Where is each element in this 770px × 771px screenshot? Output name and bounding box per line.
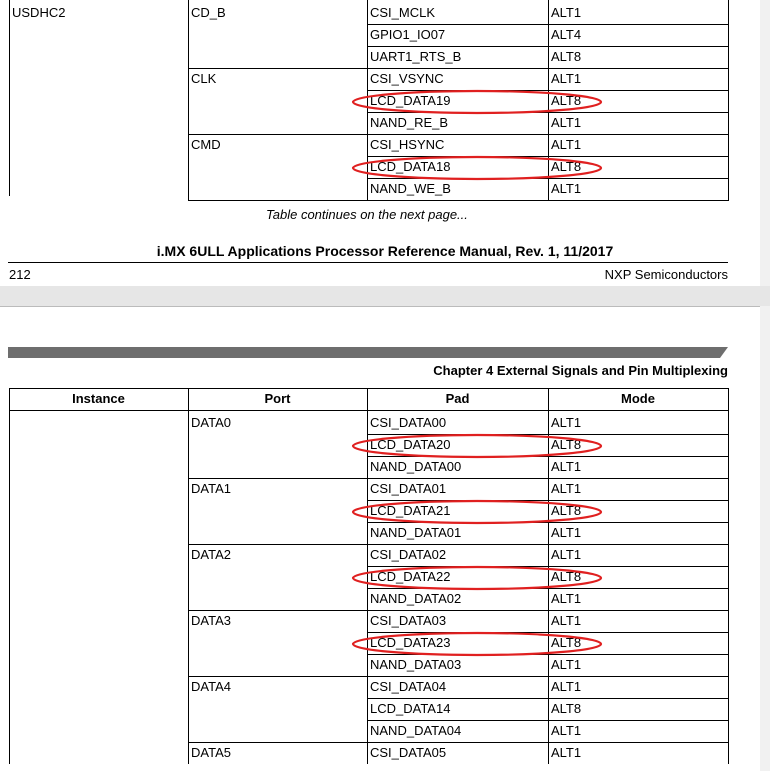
pad-cell: CSI_DATA04: [370, 679, 447, 694]
pad-cell: GPIO1_IO07: [370, 27, 446, 42]
mode-cell: ALT1: [551, 71, 582, 86]
company-name: NXP Semiconductors: [604, 267, 728, 282]
pad-cell: CSI_DATA03: [370, 613, 447, 628]
port-cell: CD_B: [191, 5, 226, 20]
port-cell: DATA4: [191, 679, 231, 694]
mode-cell: ALT1: [551, 415, 582, 430]
annotation-ellipse-page2-1: [353, 435, 601, 457]
pad-cell: CSI_DATA05: [370, 745, 447, 760]
mode-cell: ALT8: [551, 635, 582, 650]
pad-cell: LCD_DATA20: [370, 437, 451, 452]
mode-cell: ALT8: [551, 701, 582, 716]
pad-cell: LCD_DATA14: [370, 701, 451, 716]
mode-cell: ALT8: [551, 49, 582, 64]
pad-cell: CSI_DATA02: [370, 547, 447, 562]
pad-cell: NAND_DATA02: [370, 591, 462, 606]
pad-cell: NAND_WE_B: [370, 181, 451, 196]
pad-cell: UART1_RTS_B: [370, 49, 462, 64]
mode-cell: ALT1: [551, 5, 582, 20]
table-continues-note: Table continues on the next page...: [266, 207, 468, 222]
pad-cell: NAND_DATA00: [370, 459, 462, 474]
header-mode: Mode: [621, 391, 655, 406]
pad-cell: NAND_DATA01: [370, 525, 462, 540]
port-cell: CMD: [191, 137, 221, 152]
pad-cell: CSI_MCLK: [370, 5, 436, 20]
mode-cell: ALT8: [551, 503, 582, 518]
mode-cell: ALT1: [551, 613, 582, 628]
port-cell: DATA5: [191, 745, 231, 760]
port-cell: DATA2: [191, 547, 231, 562]
mode-cell: ALT1: [551, 481, 582, 496]
pad-cell: NAND_DATA03: [370, 657, 462, 672]
pad-cell: CSI_HSYNC: [370, 137, 445, 152]
mode-cell: ALT1: [551, 115, 582, 130]
mode-cell: ALT1: [551, 547, 582, 562]
port-cell: DATA3: [191, 613, 231, 628]
pad-cell: LCD_DATA18: [370, 159, 451, 174]
mode-cell: ALT1: [551, 657, 582, 672]
annotation-ellipse-page2-2: [353, 501, 601, 523]
annotation-ellipse-page2-4: [353, 633, 601, 655]
port-cell: DATA1: [191, 481, 231, 496]
annotation-ellipse-page1-1: [353, 91, 601, 113]
port-cell: DATA0: [191, 415, 231, 430]
mode-cell: ALT1: [551, 459, 582, 474]
mode-cell: ALT1: [551, 723, 582, 738]
pad-cell: NAND_DATA04: [370, 723, 462, 738]
mode-cell: ALT8: [551, 437, 582, 452]
chapter-header: Chapter 4 External Signals and Pin Multiplexing: [433, 363, 728, 378]
mode-cell: ALT1: [551, 525, 582, 540]
pad-cell: LCD_DATA19: [370, 93, 451, 108]
pad-cell: LCD_DATA21: [370, 503, 451, 518]
mode-cell: ALT8: [551, 159, 582, 174]
page-number: 212: [9, 267, 31, 282]
mode-cell: ALT8: [551, 93, 582, 108]
mode-cell: ALT8: [551, 569, 582, 584]
port-cell: CLK: [191, 71, 217, 86]
mode-cell: ALT1: [551, 591, 582, 606]
instance-cell: USDHC2: [12, 5, 66, 20]
mode-cell: ALT1: [551, 679, 582, 694]
pad-cell: CSI_DATA01: [370, 481, 447, 496]
pad-cell: NAND_RE_B: [370, 115, 449, 130]
mode-cell: ALT1: [551, 137, 582, 152]
mode-cell: ALT1: [551, 181, 582, 196]
pad-cell: LCD_DATA23: [370, 635, 451, 650]
pad-cell: CSI_DATA00: [370, 415, 447, 430]
pad-cell: LCD_DATA22: [370, 569, 451, 584]
mode-cell: ALT4: [551, 27, 582, 42]
manual-title: i.MX 6ULL Applications Processor Reference Manual, Rev. 1, 11/2017: [156, 243, 614, 259]
pad-cell: CSI_VSYNC: [370, 71, 444, 86]
annotation-ellipse-page2-3: [353, 567, 601, 589]
annotation-ellipse-page1-2: [353, 157, 601, 179]
mode-cell: ALT1: [551, 745, 582, 760]
header-port: Port: [264, 391, 291, 406]
header-instance: Instance: [72, 391, 125, 406]
header-pad: Pad: [445, 391, 470, 406]
